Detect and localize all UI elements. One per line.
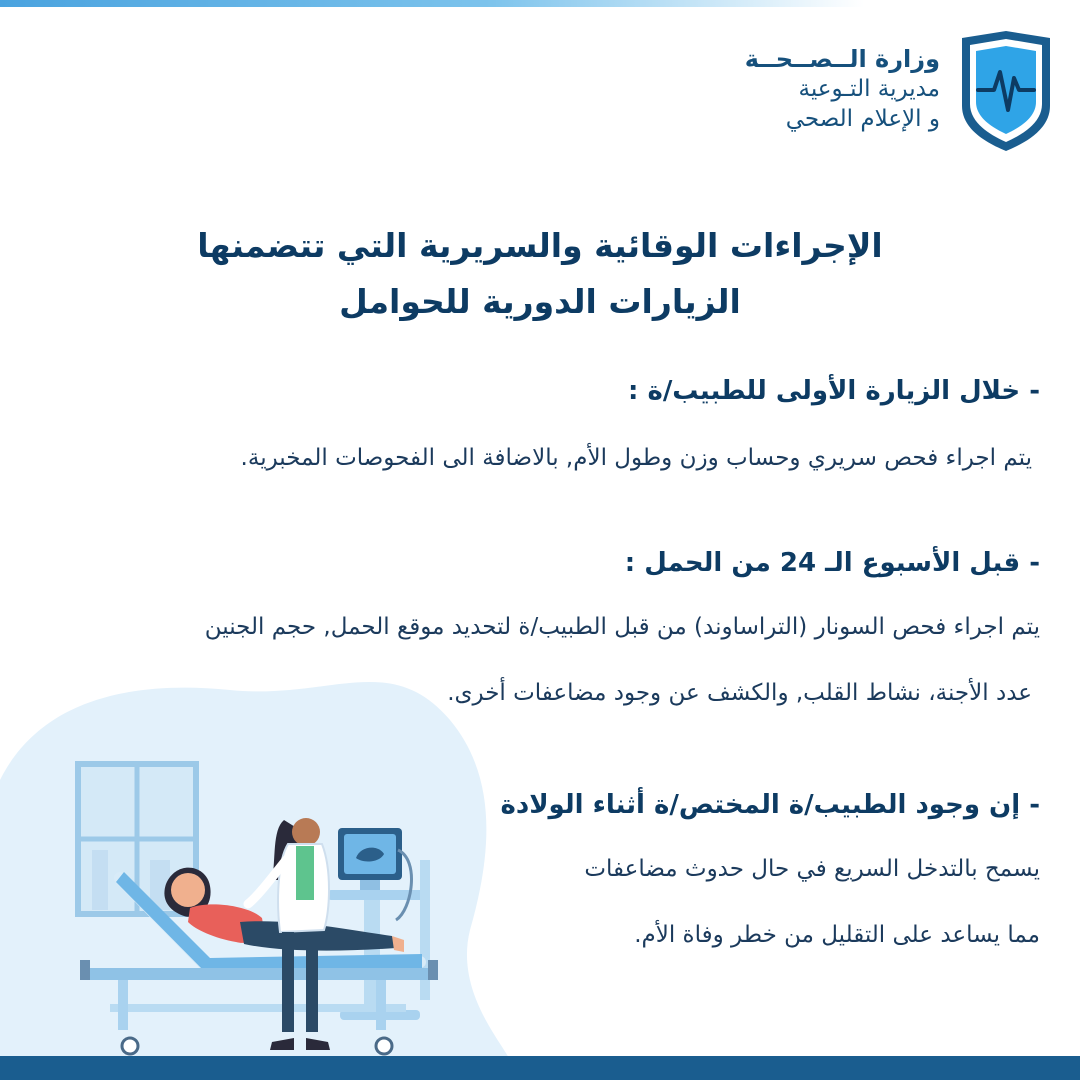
section-heading-first-visit: - خلال الزيارة الأولى للطبيب/ة : [628, 376, 1040, 406]
title-line-1: الإجراءات الوقائية والسريرية التي تتضمنها [197, 226, 883, 265]
section-text-delivery-line-2: مما يساعد على التقليل من خطر وفاة الأم. [634, 922, 1040, 948]
section-text-delivery-line-1: يسمح بالتدخل السريع في حال حدوث مضاعفات [584, 856, 1040, 882]
logo-media-line: و الإعلام الصحي [785, 106, 940, 132]
title-line-2: الزيارات الدورية للحوامل [339, 282, 741, 321]
ultrasound-scene-illustration [0, 740, 520, 1060]
section-text-week-24-line-2: عدد الأجنة، نشاط القلب, والكشف عن وجود مضاعفات أخرى. [447, 680, 1032, 706]
shield-heartbeat-icon [954, 28, 1058, 154]
section-text-week-24-line-1: يتم اجراء فحص السونار (التراساوند) من قبل الطبيب/ة لتحديد موقع الحمل, حجم الجنين [204, 614, 1040, 640]
logo-ministry-name: وزارة الــصــحــة [744, 45, 940, 73]
section-text-first-visit: يتم اجراء فحص سريري وحساب وزن وطول الأم, بالاضافة الى الفحوصات المخبرية. [240, 445, 1032, 471]
bottom-accent-bar [0, 1056, 1080, 1080]
section-heading-week-24: - قبل الأسبوع الـ 24 من الحمل : [624, 548, 1040, 578]
top-accent-bar [0, 0, 1080, 7]
section-heading-delivery: - إن وجود الطبيب/ة المختص/ة أثناء الولادة [500, 790, 1040, 820]
logo-directorate-line: مديرية التـوعية [798, 76, 940, 102]
page-title [140, 218, 940, 330]
ministry-logo [538, 28, 1058, 158]
